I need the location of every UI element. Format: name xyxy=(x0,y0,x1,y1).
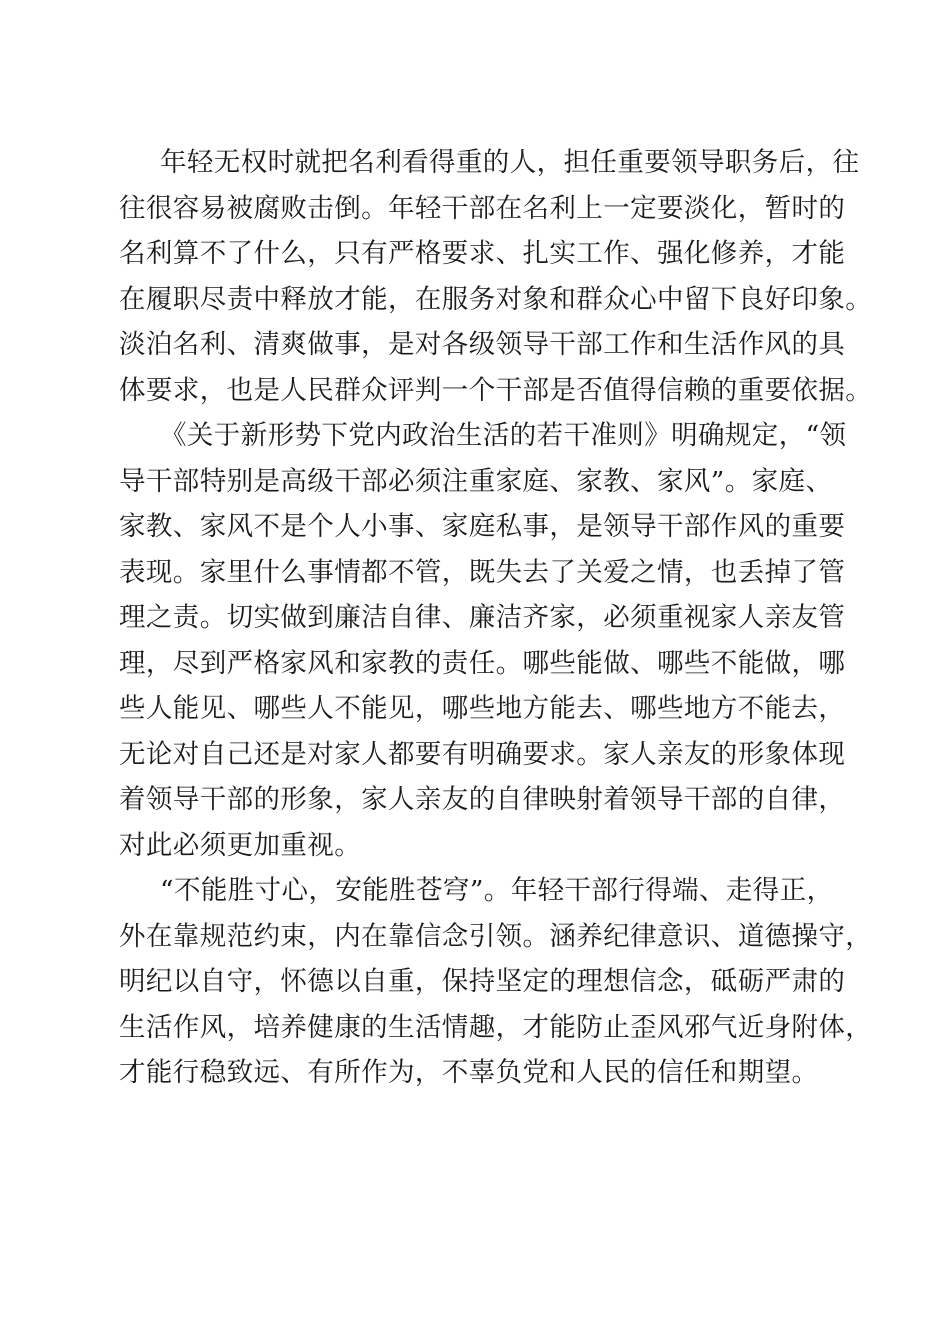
paragraph-line: 些人能见、哪些人不能见，哪些地方能去、哪些地方不能去， xyxy=(119,693,846,724)
paragraph-line: 体要求，也是人民群众评判一个干部是否值得信赖的重要依据。 xyxy=(119,374,873,406)
paragraph-line: 生活作风，培养健康的生活情趣，才能防止歪风邪气近身附体， xyxy=(119,1011,873,1043)
paragraph-line: “不能胜寸心，安能胜苍穹”。年轻干部行得端、走得正， xyxy=(160,875,834,906)
paragraph-line: 明纪以自守，怀德以自重，保持坚定的理想信念，砥砺严肃的 xyxy=(119,966,846,997)
paragraph-line: 淡泊名利、清爽做事，是对各级领导干部工作和生活作风的具 xyxy=(119,329,846,360)
document-body xyxy=(119,140,873,1096)
paragraph-line: 对此必须更加重视。 xyxy=(119,829,362,861)
paragraph-line: 名利算不了什么，只有严格要求、扎实工作、强化修养，才能 xyxy=(119,238,846,269)
paragraph-2 xyxy=(119,413,849,868)
paragraph-line: 导干部特别是高级干部必须注重家庭、家教、家风”。家庭、 xyxy=(119,465,833,497)
paragraph-line: 家教、家风不是个人小事、家庭私事，是领导干部作风的重要 xyxy=(119,511,846,542)
paragraph-line: 着领导干部的形象，家人亲友的自律映射着领导干部的自律， xyxy=(119,784,846,815)
paragraph-3 xyxy=(119,868,873,1096)
paragraph-line: 才能行稳致远、有所作为，不辜负党和人民的信任和期望。 xyxy=(119,1057,819,1088)
paragraph-line: 年轻无权时就把名利看得重的人，担任重要领导职务后，往 xyxy=(160,147,860,178)
paragraph-line: 在履职尽责中释放才能，在服务对象和群众心中留下良好印象。 xyxy=(119,283,873,315)
paragraph-line: 往很容易被腐败击倒。年轻干部在名利上一定要淡化，暂时的 xyxy=(119,192,846,224)
paragraph-line: 无论对自己还是对家人都要有明确要求。家人亲友的形象体现 xyxy=(119,738,846,770)
paragraph-line: 理，尽到严格家风和家教的责任。哪些能做、哪些不能做，哪 xyxy=(119,647,846,679)
paragraph-line: 表现。家里什么事情都不管，既失去了关爱之情，也丢掉了管 xyxy=(119,556,846,588)
paragraph-line: 理之责。切实做到廉洁自律、廉洁齐家，必须重视家人亲友管 xyxy=(119,602,846,633)
paragraph-1 xyxy=(119,140,873,413)
paragraph-line: 《关于新形势下党内政治生活的若干准则》明确规定，“领 xyxy=(160,420,847,451)
paragraph-line: 外在靠规范约束，内在靠信念引领。涵养纪律意识、道德操守， xyxy=(119,920,873,952)
